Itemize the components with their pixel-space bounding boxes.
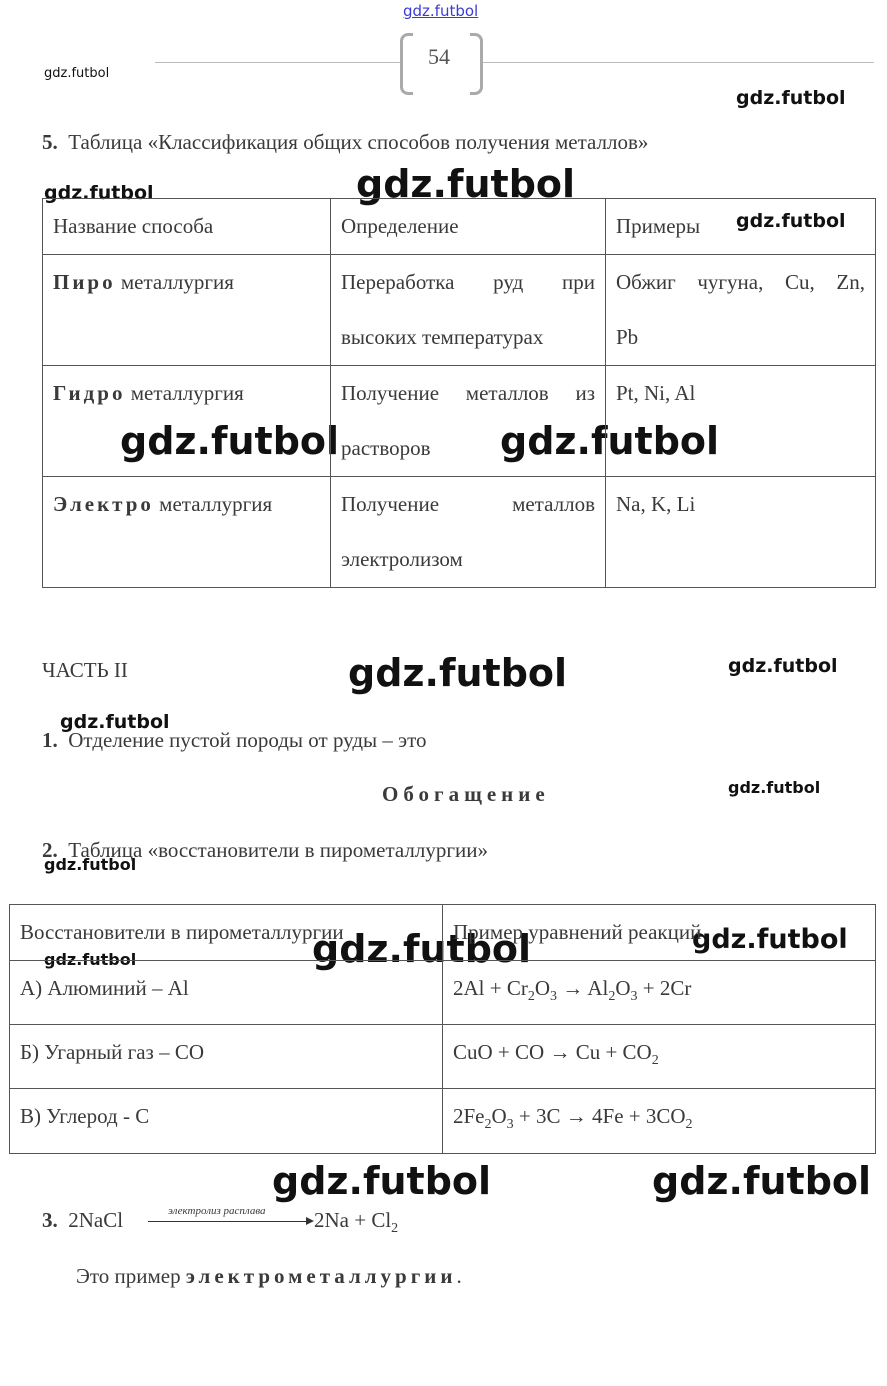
table-cell: Гидро металлургия — [43, 366, 331, 477]
q3-arrow — [148, 1221, 308, 1222]
watermark: gdz.futbol — [500, 419, 720, 463]
page-bracket-left — [400, 33, 413, 95]
table-header: Примеры — [606, 199, 876, 255]
watermark: gdz.futbol — [348, 651, 568, 695]
header-rule-left — [155, 62, 400, 63]
header-rule-right — [482, 62, 874, 63]
table-cell: Б) Угарный газ – CO — [10, 1025, 443, 1089]
watermark: gdz.futbol — [652, 1159, 872, 1203]
watermark: gdz.futbol — [272, 1159, 492, 1203]
table-cell: Pt, Ni, Al — [606, 366, 876, 477]
watermark: gdz.futbol — [356, 162, 576, 206]
q3-sentence: Это пример электрометаллургии. — [76, 1264, 462, 1288]
q3-arrow-label: электролиз расплава — [168, 1205, 266, 1217]
page-bracket-right — [470, 33, 483, 95]
watermark: gdz.futbol — [692, 924, 848, 955]
table-cell-equation: $2Fe_2O_3 + 3C \to 4Fe + 3CO_2$ — [443, 1089, 876, 1153]
task5-title-text: Таблица «Классификация общих способов получения металлов» — [68, 130, 649, 154]
watermark: gdz.futbol — [728, 655, 838, 677]
page-number: 54 — [428, 44, 450, 69]
table-header: Определение — [331, 199, 606, 255]
table-cell: В) Углерод - C — [10, 1089, 443, 1153]
q1-number: 1. — [42, 728, 58, 752]
reducers-table — [9, 904, 876, 1154]
table-cell: Переработка руд при высоких температурах — [331, 255, 606, 366]
table-cell: Пиро металлургия — [43, 255, 331, 366]
watermark: gdz.futbol — [312, 927, 532, 971]
watermark: gdz.futbol — [44, 182, 154, 204]
table-cell: Na, K, Li — [606, 477, 876, 588]
watermark: gdz.futbol — [44, 66, 110, 81]
q3-number: 3. — [42, 1208, 58, 1232]
q2-title — [42, 838, 488, 863]
q2-number: 2. — [42, 838, 58, 862]
table-cell-equation: CuO + CO → $Cu + CO_2$ — [443, 1025, 876, 1089]
table-cell: Электро металлургия — [43, 477, 331, 588]
q1-text: Отделение пустой породы от руды – это — [68, 728, 427, 752]
watermark: gdz.futbol — [736, 210, 846, 232]
table-cell: Обжиг чугуна, Cu, Zn, Pb — [606, 255, 876, 366]
q3-line — [42, 1208, 123, 1233]
table-header: Название способа — [43, 199, 331, 255]
watermark-top[interactable]: gdz.futbol — [403, 2, 479, 20]
table-cell: Получение металлов из растворов — [331, 366, 606, 477]
q3-arrow-head — [306, 1217, 314, 1225]
watermark: gdz.futbol — [728, 778, 821, 797]
task5-title — [42, 130, 648, 155]
table-header: Пример уравнений реакций — [443, 905, 876, 961]
table-cell-equation: $2Al + Cr_2O_3 \to Al_2O_3 + 2Cr$ — [443, 961, 876, 1025]
q1 — [42, 728, 427, 753]
q1-answer: Обогащение — [382, 782, 550, 806]
q3-answer: электрометаллургии — [185, 1264, 457, 1288]
watermark: gdz.futbol — [60, 711, 170, 733]
task5-number: 5. — [42, 130, 58, 154]
watermark: gdz.futbol — [736, 87, 846, 109]
table-header: Восстановители в пирометаллургии — [10, 905, 443, 961]
part2-heading: ЧАСТЬ II — [42, 658, 128, 682]
table-cell: А) Алюминий – Al — [10, 961, 443, 1025]
table-cell: Получение металлов электролизом — [331, 477, 606, 588]
classification-table — [42, 198, 876, 588]
watermark: gdz.futbol — [44, 855, 137, 874]
watermark: gdz.futbol — [44, 950, 137, 969]
q3-products: $2Na + Cl_2$ — [314, 1208, 399, 1237]
q3-reactant: 2NaCl — [68, 1208, 124, 1232]
q2-title-text: Таблица «восстановители в пирометаллургии» — [68, 838, 488, 862]
watermark: gdz.futbol — [120, 419, 340, 463]
